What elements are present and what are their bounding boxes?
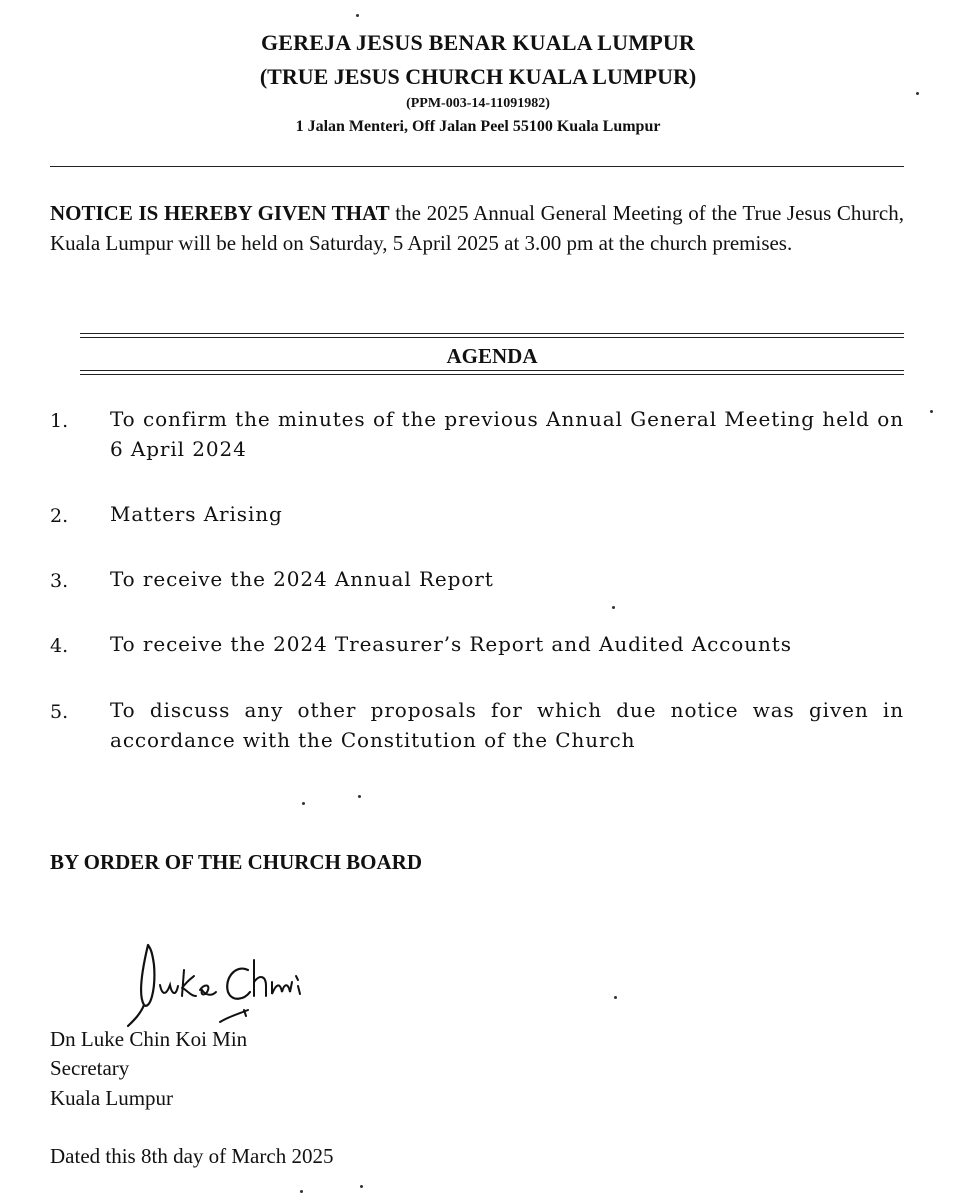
- church-name-malay: GEREJA JESUS BENAR KUALA LUMPUR: [260, 30, 696, 55]
- agenda-item-1-number: 1.: [50, 410, 69, 432]
- agenda-title: AGENDA: [446, 344, 538, 368]
- agenda-item-3-number: 3.: [50, 570, 69, 592]
- order-of-board: BY ORDER OF THE CHURCH BOARD: [50, 850, 423, 874]
- agenda-rule-top-1: [80, 333, 904, 334]
- signature-image: [120, 930, 340, 1030]
- agenda-item-4-number: 4.: [50, 635, 69, 657]
- agenda-item-5-text: To discuss any other proposals for which due notice was given in accordance with the Constitution of the Church: [110, 698, 904, 752]
- agenda-item-1-text: To confirm the minutes of the previous Annual General Meeting held on 6 April 2024: [110, 407, 904, 461]
- church-name-english: (TRUE JESUS CHURCH KUALA LUMPUR): [259, 64, 697, 89]
- secretary-title: Secretary: [50, 1056, 130, 1080]
- scan-speck: [916, 92, 919, 95]
- notice-paragraph: [50, 198, 904, 258]
- scan-speck: [612, 606, 615, 609]
- secretary-location: Kuala Lumpur: [50, 1086, 174, 1110]
- notice-lead: NOTICE IS HEREBY GIVEN THAT: [50, 201, 390, 225]
- header-divider: [50, 166, 904, 167]
- notice-body: the 2025 Annual General Meeting of the True Jesus Church, Kuala Lumpur will be held on Saturday, 5 April 2025 at 3.00 pm at the church premises.: [50, 201, 904, 255]
- agenda-rule-top-2: [80, 337, 904, 338]
- scan-speck: [360, 1185, 363, 1188]
- agenda-item-2-number: 2.: [50, 505, 69, 527]
- agenda-item-4-text: To receive the 2024 Treasurer’s Report and Audited Accounts: [110, 632, 792, 656]
- scan-speck: [930, 410, 933, 413]
- scan-speck: [300, 1190, 303, 1193]
- agenda-item-3-text: To receive the 2024 Annual Report: [110, 567, 494, 591]
- church-address: 1 Jalan Menteri, Off Jalan Peel 55100 Kuala Lumpur: [295, 118, 661, 135]
- agenda-rule-bottom-1: [80, 370, 904, 371]
- scan-speck: [356, 14, 359, 17]
- scan-speck: [358, 795, 361, 798]
- agenda-item-2-text: Matters Arising: [110, 502, 283, 526]
- date-line: Dated this 8th day of March 2025: [50, 1144, 334, 1168]
- scan-speck: [302, 802, 305, 805]
- scan-speck: [614, 996, 617, 999]
- agenda-item-5-number: 5.: [50, 701, 69, 723]
- registration-number: (PPM-003-14-11091982): [406, 96, 550, 111]
- agenda-rule-bottom-2: [80, 374, 904, 375]
- secretary-name: Dn Luke Chin Koi Min: [50, 1027, 248, 1051]
